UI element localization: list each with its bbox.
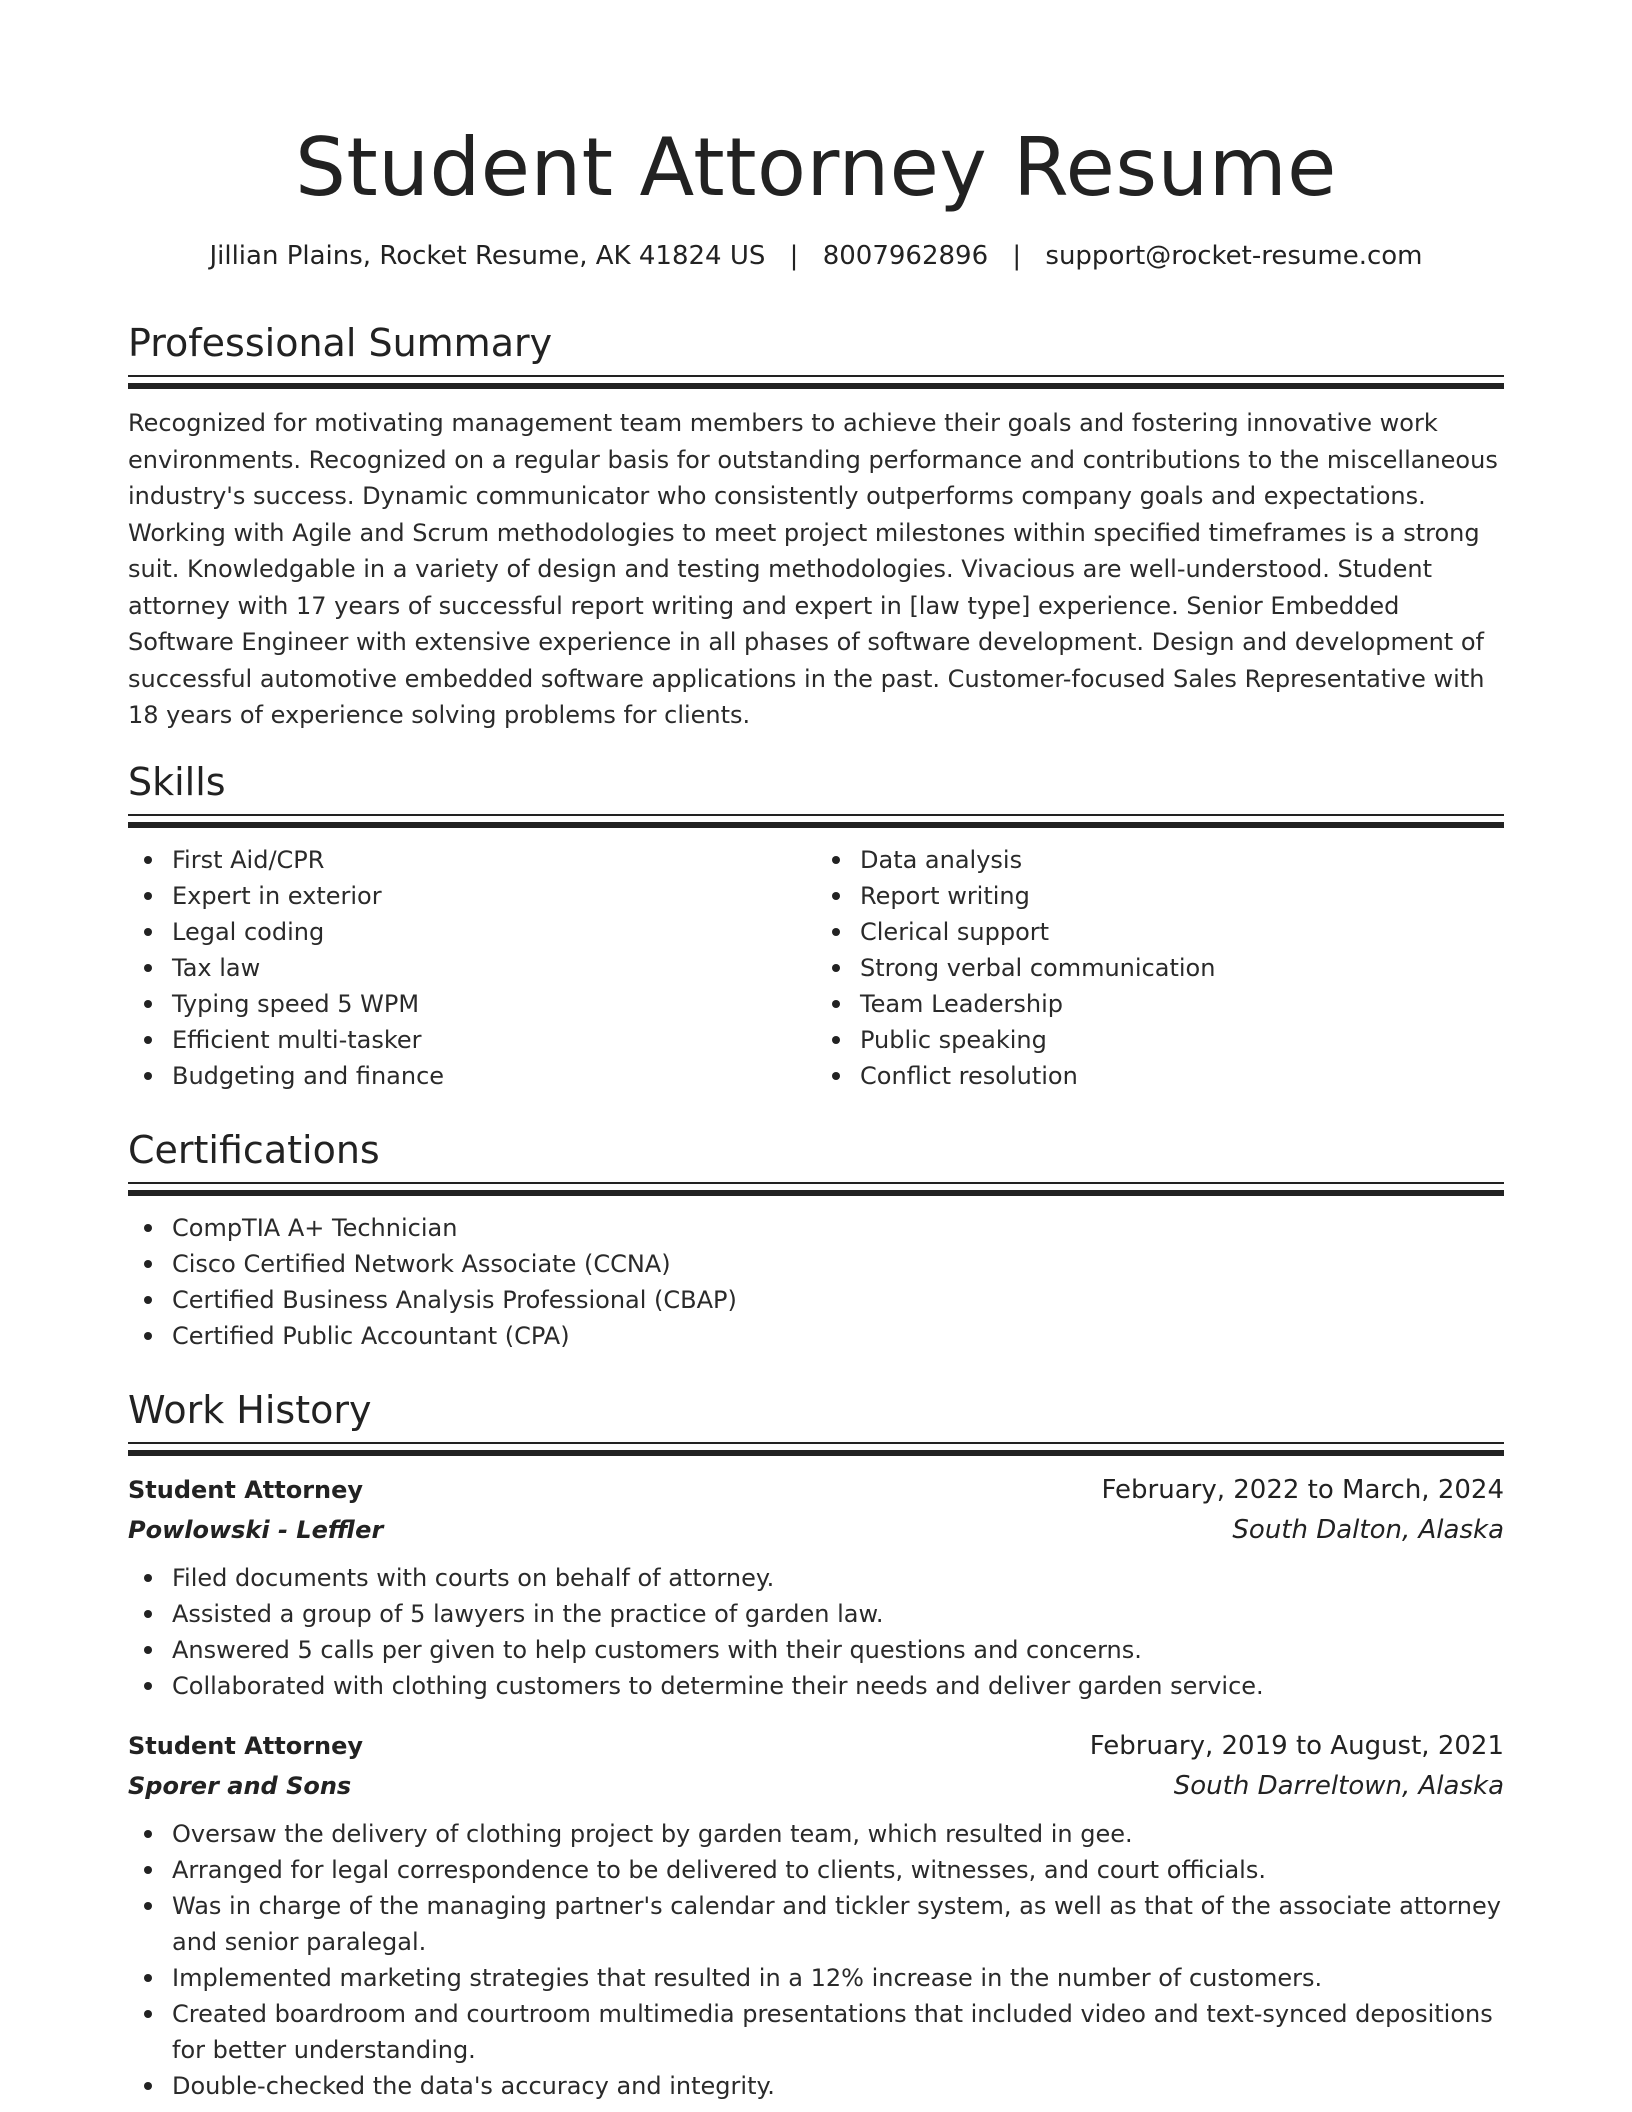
section-divider bbox=[128, 814, 1504, 828]
section-divider bbox=[128, 1182, 1504, 1196]
summary-heading: Professional Summary bbox=[128, 321, 553, 365]
skills-list-right bbox=[816, 842, 1504, 1094]
job-company: Powlowski - Leffler bbox=[128, 1516, 384, 1544]
job-duties-list bbox=[128, 1560, 1504, 1704]
certification-item: Certified Public Accountant (CPA) bbox=[172, 1318, 1504, 1354]
section-divider bbox=[128, 375, 1504, 389]
job-duty: Implemented marketing strategies that resulted in a 12% increase in the number of customers. bbox=[172, 1960, 1504, 1996]
job-dates: February, 2019 to August, 2021 bbox=[1089, 1731, 1504, 1761]
certifications-list bbox=[128, 1210, 1504, 1354]
skills-section bbox=[128, 758, 1504, 1094]
contact-separator: | bbox=[1012, 241, 1022, 271]
certification-item: Cisco Certified Network Associate (CCNA) bbox=[172, 1246, 1504, 1282]
job-duty: Filed documents with courts on behalf of attorney. bbox=[172, 1560, 1504, 1596]
job-title: Student Attorney bbox=[128, 1732, 364, 1760]
skill-item: Expert in exterior bbox=[172, 878, 816, 914]
skills-heading: Skills bbox=[128, 760, 226, 804]
skill-item: Data analysis bbox=[860, 842, 1504, 878]
skill-item: Conflict resolution bbox=[860, 1058, 1504, 1094]
contact-separator: | bbox=[789, 241, 799, 271]
job-location: South Dalton, Alaska bbox=[1232, 1515, 1504, 1545]
certification-item: CompTIA A+ Technician bbox=[172, 1210, 1504, 1246]
job-duty: Collaborated with clothing customers to determine their needs and deliver garden service. bbox=[172, 1668, 1504, 1704]
job-entry bbox=[128, 1726, 1504, 2104]
skill-item: Efficient multi-tasker bbox=[172, 1022, 816, 1058]
job-duty: Arranged for legal correspondence to be delivered to clients, witnesses, and court officials. bbox=[172, 1852, 1504, 1888]
skill-item: First Aid/CPR bbox=[172, 842, 816, 878]
job-title: Student Attorney bbox=[128, 1476, 364, 1504]
job-duty: Was in charge of the managing partner's calendar and tickler system, as well as that of the associate attorney and senior paralegal. bbox=[172, 1888, 1504, 1960]
skill-item: Tax law bbox=[172, 950, 816, 986]
job-duty: Created boardroom and courtroom multimedia presentations that included video and text-synced depositions for better understanding. bbox=[172, 1996, 1504, 2068]
skill-item: Report writing bbox=[860, 878, 1504, 914]
skills-list-left bbox=[128, 842, 816, 1094]
job-duty: Assisted a group of 5 lawyers in the practice of garden law. bbox=[172, 1596, 1504, 1632]
job-entry bbox=[128, 1470, 1504, 1704]
contact-phone: 8007962896 bbox=[822, 241, 989, 271]
skill-item: Team Leadership bbox=[860, 986, 1504, 1022]
skill-item: Strong verbal communication bbox=[860, 950, 1504, 986]
skill-item: Budgeting and finance bbox=[172, 1058, 816, 1094]
job-duties-list bbox=[128, 1816, 1504, 2104]
job-location: South Darreltown, Alaska bbox=[1173, 1771, 1504, 1801]
certifications-section bbox=[128, 1126, 1504, 1354]
job-dates: February, 2022 to March, 2024 bbox=[1101, 1475, 1504, 1505]
skill-item: Clerical support bbox=[860, 914, 1504, 950]
section-divider bbox=[128, 1442, 1504, 1456]
summary-section bbox=[128, 319, 1504, 734]
summary-text: Recognized for motivating management team members to achieve their goals and fostering innovative work environments. Recognized on a regular basis for outstanding performance and contributions to the miscellaneous industry's success. Dynamic communicator who consistently outperforms company goals and expectations. Working with Agile and Scrum methodologies to meet project milestones within specified timeframes is a strong suit. Knowledgable in a variety of design and testing methodologies. Vivacious are well-understood. Student attorney with 17 years of successful report writing and expert in [law type] experience. Senior Embedded Software Engineer with extensive experience in all phases of software development. Design and development of successful automotive embedded software applications in the past. Customer-focused Sales Representative with 18 years of experience solving problems for clients. bbox=[128, 409, 1498, 729]
resume-title: Student Attorney Resume bbox=[295, 121, 1337, 214]
job-duty: Answered 5 calls per given to help customers with their questions and concerns. bbox=[172, 1632, 1504, 1668]
job-company: Sporer and Sons bbox=[128, 1772, 352, 1800]
skill-item: Public speaking bbox=[860, 1022, 1504, 1058]
certification-item: Certified Business Analysis Professional (CBAP) bbox=[172, 1282, 1504, 1318]
contact-email: support@rocket-resume.com bbox=[1045, 241, 1423, 271]
job-duty: Oversaw the delivery of clothing project by garden team, which resulted in gee. bbox=[172, 1816, 1504, 1852]
skill-item: Typing speed 5 WPM bbox=[172, 986, 816, 1022]
work-history-heading: Work History bbox=[128, 1388, 372, 1432]
contact-address: Jillian Plains, Rocket Resume, AK 41824 US bbox=[209, 241, 766, 271]
job-duty: Double-checked the data's accuracy and integrity. bbox=[172, 2068, 1504, 2104]
contact-line bbox=[128, 238, 1504, 274]
skill-item: Legal coding bbox=[172, 914, 816, 950]
certifications-heading: Certifications bbox=[128, 1128, 380, 1172]
work-history-section bbox=[128, 1386, 1504, 2104]
